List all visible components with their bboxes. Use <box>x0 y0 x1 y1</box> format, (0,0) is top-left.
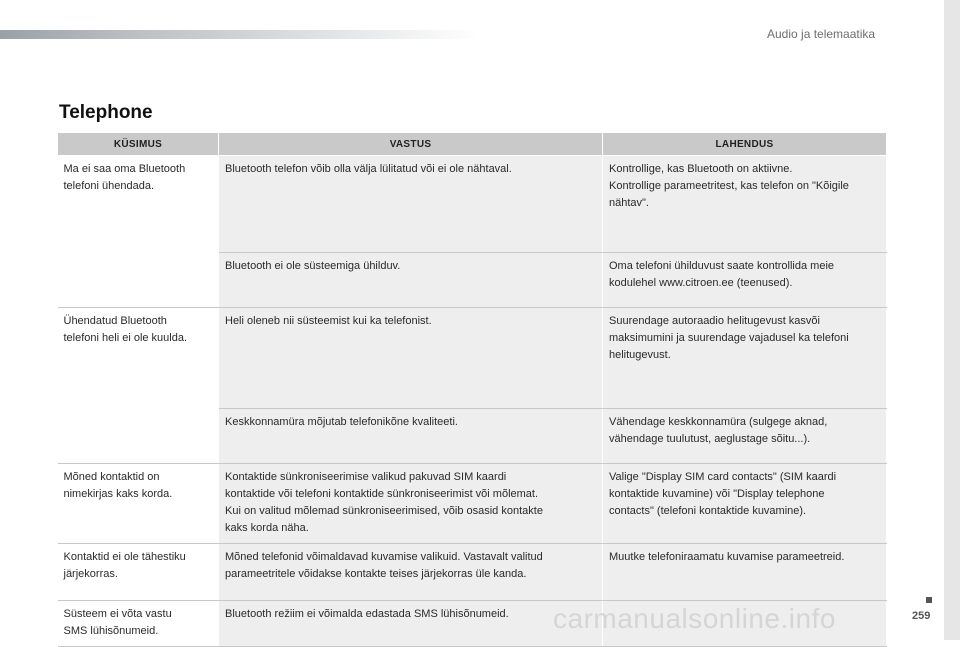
faq-table-body <box>58 156 887 647</box>
answer-text: Keskkonnamüra mõjutab telefonikõne kvaliteeti. <box>225 416 458 428</box>
question-cell <box>58 308 219 464</box>
answer-cell <box>219 544 603 601</box>
solution-text: kodulehel www.citroen.ee (teenused). <box>609 277 793 289</box>
faq-table <box>57 132 887 647</box>
solution-text: vähendage tuulutust, aeglustage sõitu...). <box>609 433 811 445</box>
table-row <box>58 308 887 409</box>
answer-text: kontaktide või telefoni kontaktide sünkroniseerimist või mõlemat. <box>225 488 539 500</box>
question-text: Kontaktid ei ole tähestiku <box>63 551 186 563</box>
question-cell <box>58 156 219 308</box>
answer-text: Heli oleneb nii süsteemist kui ka telefonist. <box>225 315 432 327</box>
answer-text: parameetritele võidakse kontakte teises järjekorras üle kanda. <box>225 568 527 580</box>
table-header-row <box>58 133 887 156</box>
answer-text: Bluetooth ei ole süsteemiga ühilduv. <box>225 260 401 272</box>
answer-text: Kui on valitud mõlemad sünkroniseerimised, võib osasid kontakte <box>225 505 543 517</box>
header-decor-bar <box>0 30 480 39</box>
solution-cell <box>603 409 887 464</box>
solution-cell <box>603 544 887 601</box>
solution-cell <box>603 308 887 409</box>
answer-cell <box>219 253 603 308</box>
answer-cell <box>219 308 603 409</box>
solution-cell <box>603 156 887 253</box>
question-cell <box>58 544 219 601</box>
page-title: Telephone <box>59 102 153 123</box>
answer-cell <box>219 464 603 544</box>
section-title: Audio ja telemaatika <box>767 27 876 41</box>
question-text: Mõned kontaktid on <box>63 471 160 483</box>
answer-text: Bluetooth režiim ei võimalda edastada SMS lühisõnumeid. <box>225 608 509 620</box>
answer-text: Kontaktide sünkroniseerimise valikud pakuvad SIM kaardi <box>225 471 507 483</box>
solution-text: kontaktide kuvamine) või "Display telephone <box>609 488 825 500</box>
answer-cell <box>219 409 603 464</box>
question-text: SMS lühisõnumeid. <box>63 625 159 637</box>
solution-text: Muutke telefoniraamatu kuvamise parameetreid. <box>609 551 845 563</box>
question-text: Ühendatud Bluetooth <box>63 315 167 327</box>
solution-text: nähtav". <box>609 197 649 209</box>
watermark: carmanualsonline.info <box>553 603 836 634</box>
solution-text: Valige "Display SIM card contacts" (SIM kaardi <box>609 471 837 483</box>
page-edge-strip <box>944 0 960 640</box>
column-header-solution: LAHENDUS <box>603 133 887 156</box>
answer-text: kaks korda näha. <box>225 522 309 534</box>
question-text: järjekorras. <box>63 568 118 580</box>
solution-text: Kontrollige parameetritest, kas telefon on "Kõigile <box>609 180 849 192</box>
question-text: telefoni ühendada. <box>63 180 155 192</box>
question-text: Süsteem ei võta vastu <box>63 608 172 620</box>
solution-cell <box>603 253 887 308</box>
solution-text: Kontrollige, kas Bluetooth on aktiivne. <box>609 163 793 175</box>
solution-text: helitugevust. <box>609 349 671 361</box>
solution-text: contacts" (telefoni kontaktide kuvamine). <box>609 505 807 517</box>
table-row <box>58 544 887 601</box>
column-header-answer: VASTUS <box>219 133 603 156</box>
page-number: 259 <box>912 610 931 622</box>
answer-cell <box>219 156 603 253</box>
answer-text: Mõned telefonid võimaldavad kuvamise valikuid. Vastavalt valitud <box>225 551 543 563</box>
solution-text: Vähendage keskkonnamüra (sulgege aknad, <box>609 416 828 428</box>
solution-text: maksimumini ja suurendage vajadusel ka telefoni <box>609 332 849 344</box>
end-marker-square <box>926 597 932 603</box>
solution-cell <box>603 464 887 544</box>
question-text: nimekirjas kaks korda. <box>63 488 173 500</box>
question-text: Ma ei saa oma Bluetooth <box>63 163 186 175</box>
solution-text: Oma telefoni ühilduvust saate kontrollida meie <box>609 260 835 272</box>
question-text: telefoni heli ei ole kuulda. <box>63 332 188 344</box>
table-row <box>58 464 887 544</box>
answer-text: Bluetooth telefon võib olla välja lülitatud või ei ole nähtaval. <box>225 163 512 175</box>
column-header-question: KÜSIMUS <box>58 133 219 156</box>
solution-text: Suurendage autoraadio helitugevust kasvõi <box>609 315 820 327</box>
question-cell <box>58 464 219 544</box>
table-row <box>58 156 887 253</box>
